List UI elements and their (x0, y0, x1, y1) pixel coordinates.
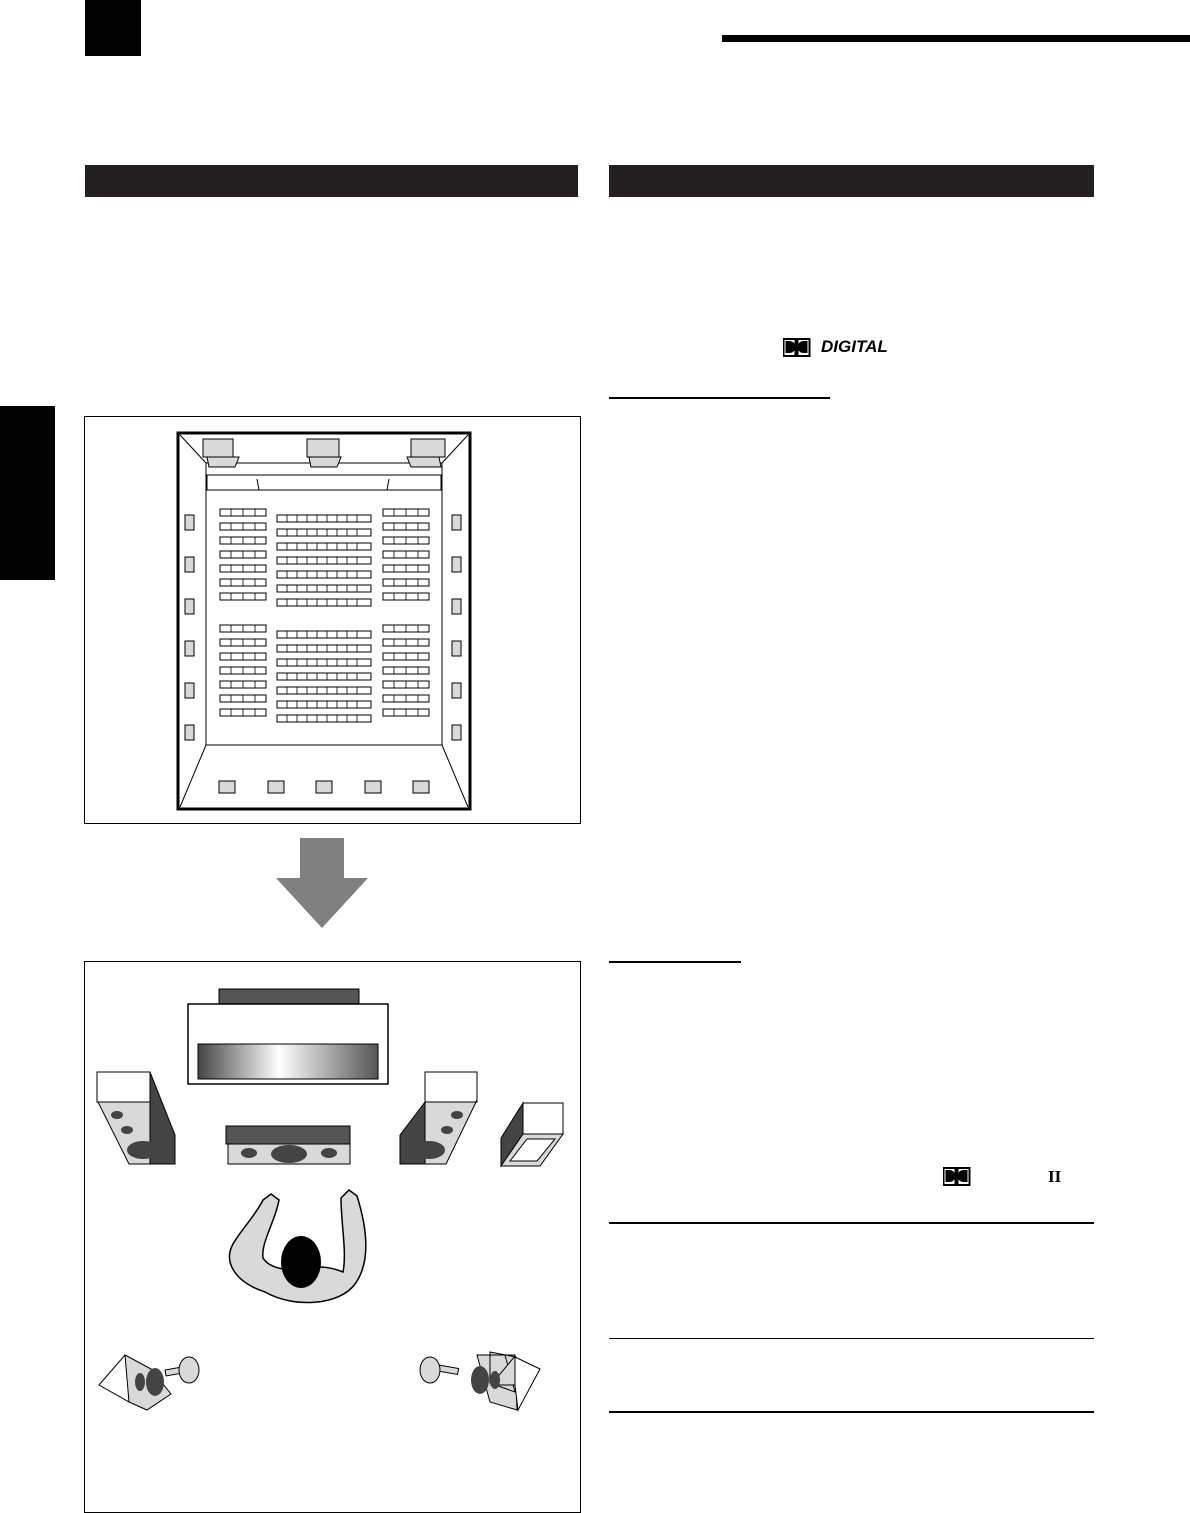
subsection-underline-2 (609, 961, 741, 963)
side-thumb-tab (0, 406, 55, 580)
right-section-bar (609, 165, 1094, 197)
note-rule-middle (609, 1338, 1094, 1339)
subsection-underline-1 (609, 397, 830, 399)
pro-logic-ii-text: II (1048, 1167, 1062, 1186)
dolby-pro-logic-logo (943, 1167, 1063, 1189)
home-theater-illustration-frame (84, 961, 581, 1513)
left-section-bar (85, 165, 578, 197)
cinema-illustration-frame (84, 416, 581, 824)
dolby-double-d-icon (783, 338, 811, 358)
note-rule-bottom (609, 1411, 1094, 1413)
cinema-seating-speaker-plan-icon (85, 417, 580, 823)
dolby-double-d-icon (943, 1167, 971, 1187)
home-theater-speaker-layout-icon (85, 962, 580, 1512)
note-rule-top (609, 1222, 1094, 1224)
dolby-digital-logo (783, 337, 893, 359)
header-rule (722, 35, 1190, 42)
arrow-down-icon (276, 838, 368, 928)
page-tab (85, 0, 141, 56)
dolby-digital-text: DIGITAL (821, 337, 888, 356)
